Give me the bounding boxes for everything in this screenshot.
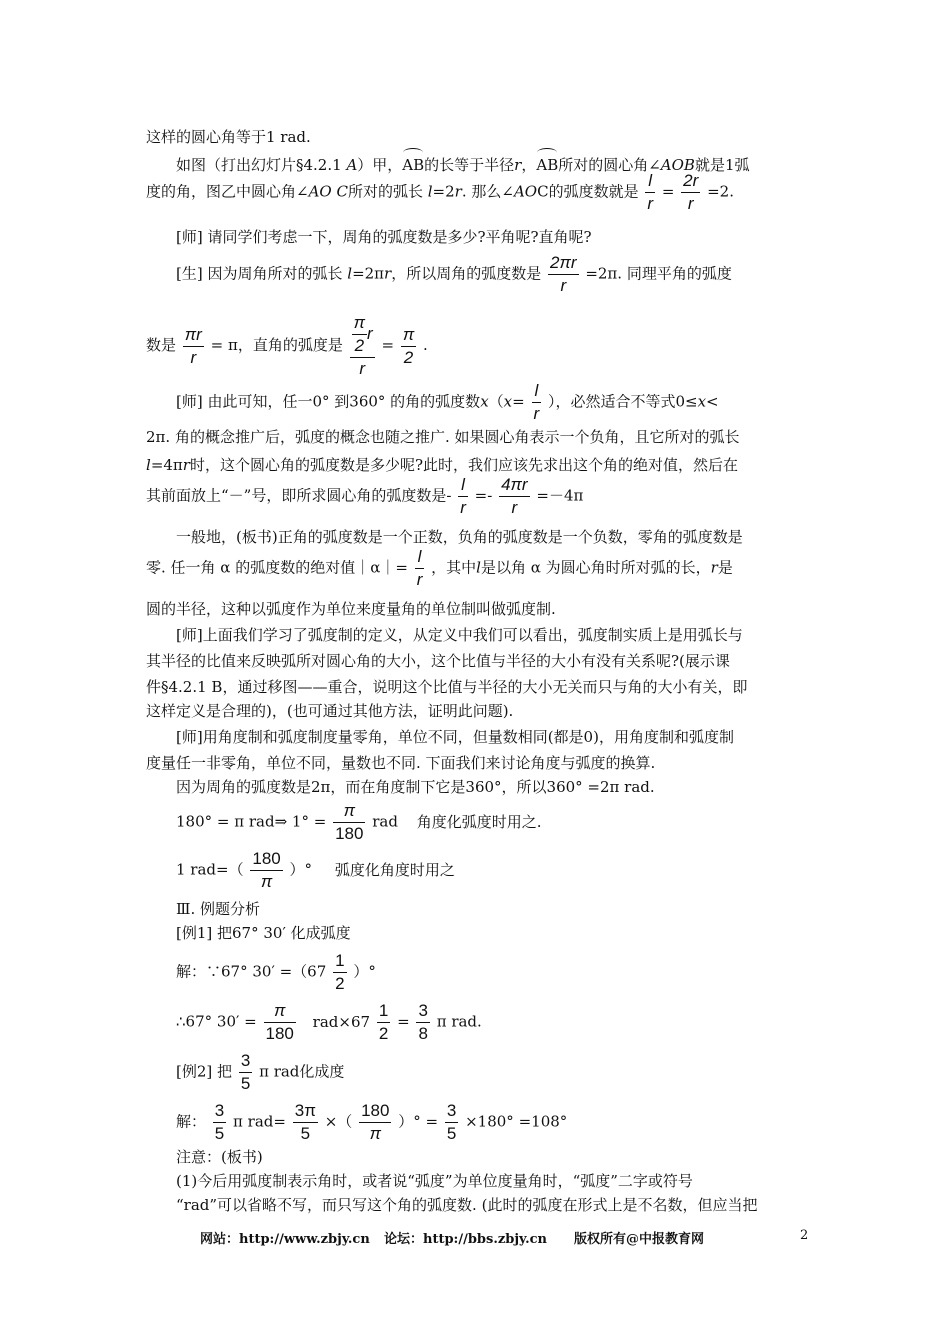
line-2: 如图（打出幻灯片§4.2.1 A）甲，AB的长等于半径r，AB所对的圆心角∠AOB就是1弧 xyxy=(176,156,750,174)
fraction: $\frac{1}{2}$ xyxy=(378,1001,389,1043)
fraction: $\frac{1}{2}$ xyxy=(335,951,345,993)
footer-website[interactable]: 网站：http://www.zbjy.cn xyxy=(200,1232,370,1247)
line-20: 因为周角的弧度数是2π，而在角度制下它是360°，所以360° =2π rad. xyxy=(176,778,655,796)
footer-forum[interactable]: 论坛：http://bbs.zbjy.cn xyxy=(384,1232,548,1247)
fraction: $\frac{\pi}{2}$ xyxy=(402,324,415,367)
example-1-title: [例1] 把67° 30′ 化成弧度 xyxy=(176,924,351,942)
fraction: $\frac{l}{r}$ xyxy=(416,547,423,589)
line-12: 零. 任一角 α 的弧度数的绝对值｜α｜= $\frac{l}{r}$ ，其中l是以角 α 为圆心角时所对弧的长，r是 xyxy=(146,547,733,589)
fraction: $\frac{\pi r}{r}$ xyxy=(184,324,202,367)
line-16: 件§4.2.1 B，通过移图——重合，说明这个比值与半径的大小无关而只与角的大小有关，即 xyxy=(146,678,748,696)
fraction: $\frac{3}{5}$ xyxy=(446,1101,457,1143)
fraction: $\frac{l}{r}$ xyxy=(533,381,540,423)
page-number: 2 xyxy=(800,1228,809,1243)
line-10: 其前面放上“－”号，即所求圆心角的弧度数是- $\frac{l}{r}$ =- $\frac{4\pi r}{r}$ =－4π xyxy=(146,475,584,517)
fraction: $\frac{180}{\pi}$ xyxy=(252,849,281,891)
line-21: 180° = π rad⇒ 1° = $\frac{\pi}{180}$ rad 角度化弧度时用之. xyxy=(176,801,542,843)
fraction: $\frac{3}{8}$ xyxy=(418,1001,428,1043)
line-14: [师]上面我们学习了弧度制的定义，从定义中我们可以看出，弧度制实质上是用弧长与 xyxy=(176,626,743,644)
line-15: 其半径的比值来反映弧所对圆心角的大小，这个比值与半径的大小有没有关系呢?(展示课 xyxy=(146,652,730,670)
arc-ab-symbol: AB xyxy=(536,156,559,174)
line-6: 数是 $\frac{\pi r}{r}$ = π，直角的弧度是 $\frac{\pi}{2}$ r r = $\frac{\pi}{2}$ . xyxy=(146,313,428,378)
line-22: 1 rad=（ $\frac{180}{\pi}$ ）° 弧度化角度时用之 xyxy=(176,849,455,891)
fraction: $\frac{\pi}{180}$ xyxy=(265,1001,294,1043)
line-8: 2π. 角的概念推广后，弧度的概念也随之推广. 如果圆心角表示一个负角，且它所对的弧长 xyxy=(146,428,740,446)
line-19: 度量任一非零角，单位不同，量数也不同. 下面我们来讨论角度与弧度的换算. xyxy=(146,754,656,772)
line-3: 度的角，图乙中圆心角∠AO C所对的弧长 l=2r. 那么∠AOC的弧度数就是 $\frac{l}{r}$ = $\frac{2r}{r}$ =2. xyxy=(146,171,734,213)
example-2-title: [例2] 把 $\frac{3}{5}$ π rad化成度 xyxy=(176,1051,345,1093)
line-17: 这样定义是合理的)，(也可通过其他方法，证明此问题). xyxy=(146,702,514,720)
fraction: $\frac{3}{5}$ xyxy=(214,1101,225,1143)
line-7: [师] 由此可知，任一0° 到360° 的角的弧度数x（x= $\frac{l}{r}$ ），必然适合不等式0≤x< xyxy=(176,381,719,423)
fraction: $\frac{2r}{r}$ xyxy=(683,171,699,213)
fraction: $\frac{\pi}{180}$ xyxy=(335,801,364,843)
line-18: [师]用角度制和弧度制度量零角，单位不同，但量数相同(都是0)，用角度制和弧度制 xyxy=(176,728,734,746)
line-11: 一般地，(板书)正角的弧度数是一个正数，负角的弧度数是一个负数，零角的弧度数是 xyxy=(176,528,743,546)
note-1-line-1: (1)今后用弧度制表示角时，或者说“弧度”为单位度量角时，“弧度”二字或符号 xyxy=(176,1172,693,1190)
line-5: [生] 因为周角所对的弧长 l=2πr，所以周角的弧度数是 $\frac{2\pi r}{r}$ =2π. 同理平角的弧度 xyxy=(176,253,732,295)
section-heading-examples: Ⅲ. 例题分析 xyxy=(176,900,261,918)
note-heading: 注意：(板书) xyxy=(176,1148,263,1166)
line-9: l=4πr时，这个圆心角的弧度数是多少呢?此时，我们应该先求出这个角的绝对值，然后在 xyxy=(146,456,739,474)
note-1-line-2: “rad”可以省略不写，而只写这个角的弧度数. (此时的弧度在形式上是不名数，但应当把 xyxy=(176,1196,758,1214)
fraction: $\frac{2\pi r}{r}$ xyxy=(550,253,577,295)
example-1-step-2: ∴67° 30′ = $\frac{\pi}{180}$ rad×67 $\frac{1}{2}$ = $\frac{3}{8}$ π rad. xyxy=(176,1001,482,1043)
line-13: 圆的半径，这种以弧度作为单位来度量角的单位制叫做弧度制. xyxy=(146,600,556,618)
line-4: [师] 请同学们考虑一下，周角的弧度数是多少?平角呢?直角呢? xyxy=(176,228,592,246)
fraction: $\frac{4\pi r}{r}$ xyxy=(501,475,528,517)
line-1: 这样的圆心角等于1 rad. xyxy=(146,128,311,146)
example-1-step-1: 解：∵67° 30′ =（67 $\frac{1}{2}$ ）° xyxy=(176,951,376,993)
footer-copyright: 版权所有@中报教育网 xyxy=(574,1232,705,1247)
arc-ab-symbol: AB xyxy=(402,156,425,174)
fraction: $\frac{l}{r}$ xyxy=(460,475,466,517)
example-2-solution: 解： $\frac{3}{5}$ π rad= $\frac{3\pi}{5}$ ×（ $\frac{180}{\pi}$ ）° = $\frac{3}{5}$ ×180° =108° xyxy=(176,1101,568,1143)
fraction: $\frac{3\pi}{5}$ xyxy=(294,1101,316,1143)
fraction: $\frac{180}{\pi}$ xyxy=(361,1101,390,1143)
fraction: $\frac{l}{r}$ xyxy=(647,171,654,213)
compound-fraction: $\frac{\pi}{2}$ r r xyxy=(350,312,375,380)
fraction: $\frac{3}{5}$ xyxy=(240,1051,251,1093)
